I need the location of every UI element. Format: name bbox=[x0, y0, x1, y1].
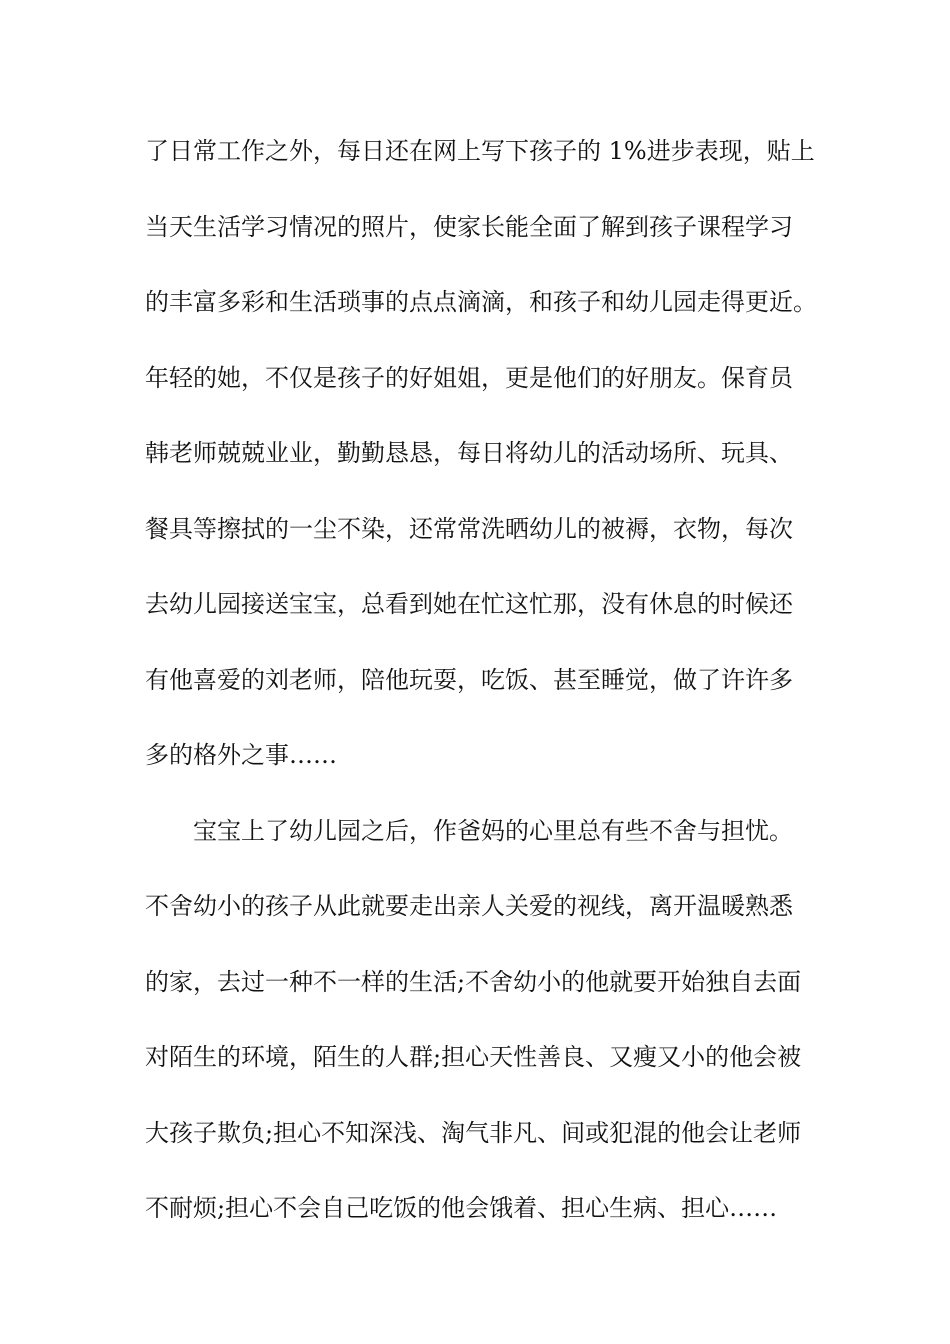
paragraph-first-line: 宝宝上了幼儿园之后，作爸妈的心里总有些不舍与担忧。 bbox=[193, 816, 793, 845]
text-line: 对陌生的环境，陌生的人群;担心天性善良、又瘦又小的他会被 bbox=[145, 1043, 802, 1071]
text-line: 不耐烦;担心不会自己吃饭的他会饿着、担心生病、担心…… bbox=[145, 1194, 778, 1222]
text-line: 当天生活学习情况的照片，使家长能全面了解到孩子课程学习 bbox=[145, 212, 793, 241]
text-line: 餐具等擦拭的一尘不染，还常常洗晒幼儿的被褥，衣物，每次 bbox=[145, 514, 793, 543]
text-line: 有他喜爱的刘老师，陪他玩耍，吃饭、甚至睡觉，做了许许多 bbox=[145, 665, 793, 694]
text-line: 的丰富多彩和生活琐事的点点滴滴，和孩子和幼儿园走得更近。 bbox=[145, 288, 817, 316]
body-text bbox=[145, 133, 825, 1266]
text-line: 多的格外之事…… bbox=[145, 741, 337, 769]
text-line: 去幼儿园接送宝宝，总看到她在忙这忙那，没有休息的时候还 bbox=[145, 590, 793, 618]
text-line: 韩老师兢兢业业，勤勤恳恳，每日将幼儿的活动场所、玩具、 bbox=[145, 439, 793, 467]
text-line: 年轻的她，不仅是孩子的好姐姐，更是他们的好朋友。保育员 bbox=[145, 363, 793, 392]
text-line: 不舍幼小的孩子从此就要走出亲人关爱的视线，离开温暖熟悉 bbox=[145, 892, 793, 920]
text-line: 了日常工作之外，每日还在网上写下孩子的 1%进步表现，贴上 bbox=[145, 137, 815, 165]
text-line: 大孩子欺负;担心不知深浅、淘气非凡、间或犯混的他会让老师 bbox=[145, 1118, 802, 1147]
text-line: 的家，去过一种不一样的生活;不舍幼小的他就要开始独自去面 bbox=[145, 967, 802, 996]
